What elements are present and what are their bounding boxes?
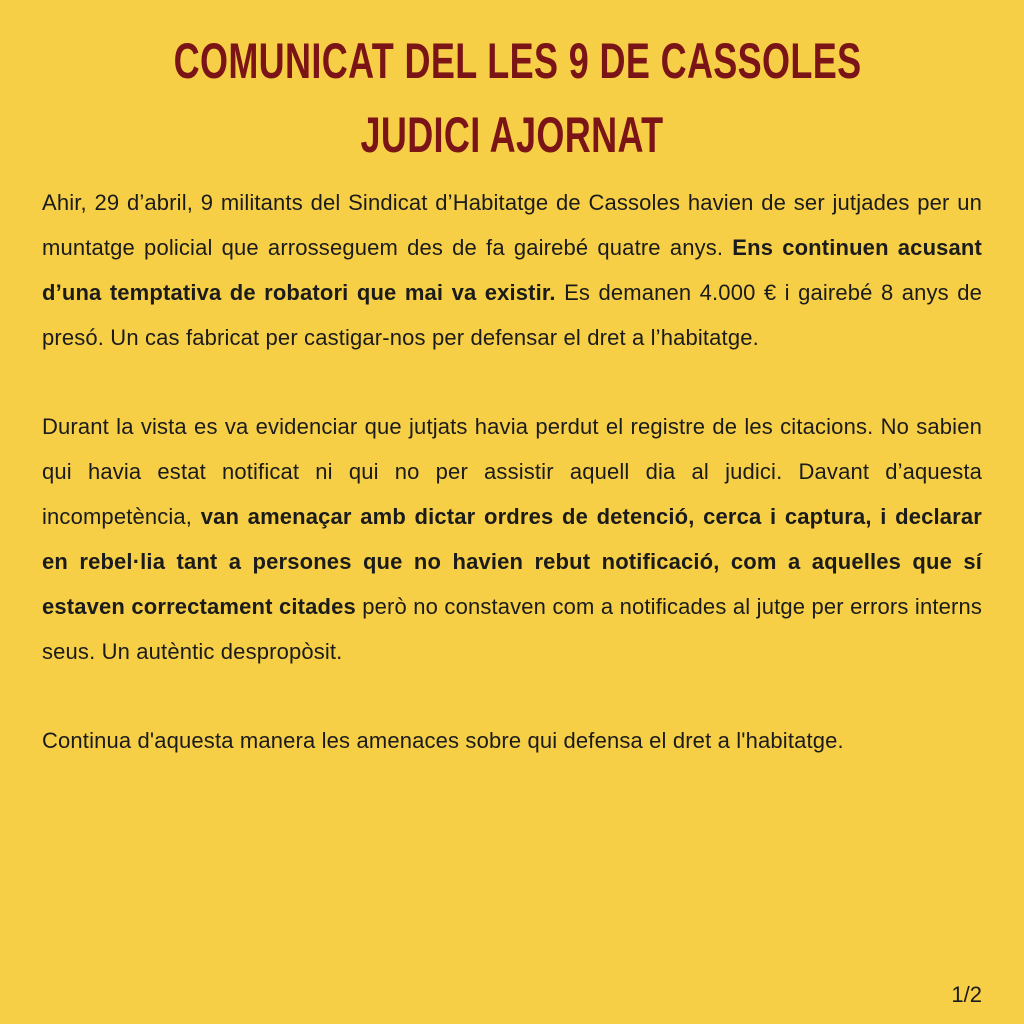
paragraph-3 bbox=[42, 718, 982, 763]
paragraph-1-text-1: Ahir, 29 d’abril, 9 militants del Sindicat d’Habitatge de Cassoles havien de ser jutjades per un muntatge policial que arrosseguem des de fa gairebé quatre anys. bbox=[42, 190, 982, 260]
paragraph-1-bold-text: Ens continuen acusant d’una temptativa de robatori que mai va existir. bbox=[42, 235, 982, 305]
paragraph-2-bold-text: van amenaçar amb dictar ordres de detenció, cerca i captura, i declarar en rebel·lia tant a persones que no havien rebut notificació, com a aquelles que sí estaven correctament citades bbox=[42, 504, 982, 619]
paragraph-1 bbox=[42, 180, 982, 360]
page-number: 1/2 bbox=[951, 982, 982, 1007]
title-line-2: JUDICI AJORNAT bbox=[360, 107, 664, 163]
paragraph-1-text-2: Es demanen 4.000 € i gairebé 8 anys de presó. Un cas fabricat per castigar-nos per defensar el dret a l’habitatge. bbox=[42, 280, 982, 350]
paragraph-2 bbox=[42, 404, 982, 674]
document-body bbox=[42, 180, 982, 763]
paragraph-2-text-1: Durant la vista es va evidenciar que jutjats havia perdut el registre de les citacions. No sabien qui havia estat notificat ni qui no per assistir aquell dia al judici. Davant d’aquesta incompetència, bbox=[42, 414, 982, 529]
paragraph-3-text: Continua d'aquesta manera les amenaces sobre qui defensa el dret a l'habitatge. bbox=[42, 728, 844, 753]
document-title bbox=[173, 30, 862, 166]
title-line-1: COMUNICAT DEL LES 9 DE CASSOLES bbox=[173, 33, 862, 89]
paragraph-2-text-2: però no constaven com a notificades al jutge per errors interns seus. Un autèntic despropòsit. bbox=[42, 594, 982, 664]
